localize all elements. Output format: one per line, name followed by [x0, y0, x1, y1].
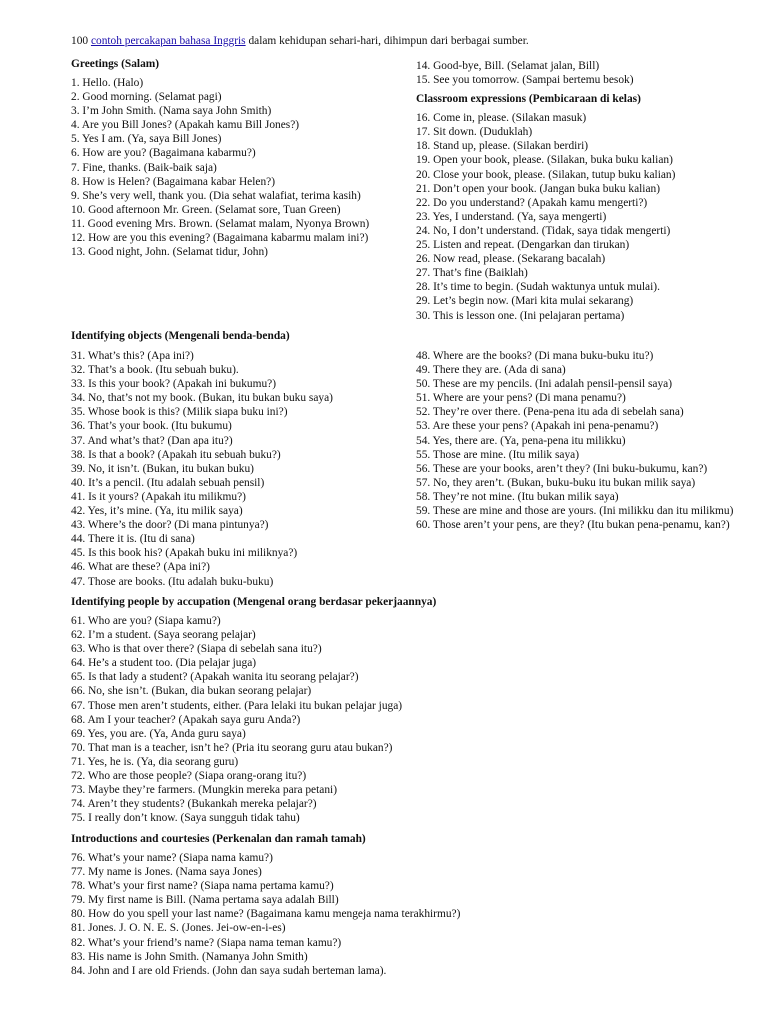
list-item: 63. Who is that over there? (Siapa di sebelah sana itu?): [71, 643, 322, 656]
list-item: 52. They’re over there. (Pena-pena itu ada di sebelah sana): [416, 406, 684, 419]
intro-line: [71, 34, 529, 48]
list-item: 71. Yes, he is. (Ya, dia seorang guru): [71, 755, 239, 768]
list-item: 83. His name is John Smith. (Namanya John Smith): [71, 950, 308, 963]
people-list: [71, 614, 751, 825]
objects-right-column: [416, 349, 746, 532]
list-item: 55. Those are mine. (Itu milik saya): [416, 448, 580, 461]
list-item: 11. Good evening Mrs. Brown. (Selamat malam, Nyonya Brown): [71, 217, 370, 230]
list-item: 75. I really don’t know. (Saya sungguh tidak tahu): [71, 812, 300, 825]
list-item: 60. Those aren’t your pens, are they? (Itu bukan pena-penamu, kan?): [416, 519, 730, 532]
list-item: 34. No, that’s not my book. (Bukan, itu bukan buku saya): [71, 392, 333, 405]
list-item: 76. What’s your name? (Siapa nama kamu?): [71, 852, 273, 864]
list-item: 19. Open your book, please. (Silakan, buka buku kalian): [416, 154, 673, 167]
list-item: 14. Good-bye, Bill. (Selamat jalan, Bill): [416, 60, 600, 72]
list-item: 25. Listen and repeat. (Dengarkan dan tirukan): [416, 239, 630, 252]
list-item: 72. Who are those people? (Siapa orang-orang itu?): [71, 770, 307, 783]
objects-list-left: [71, 349, 411, 589]
list-item: 79. My first name is Bill. (Nama pertama saya adalah Bill): [71, 894, 339, 907]
list-item: 28. It’s time to begin. (Sudah waktunya untuk mulai).: [416, 281, 660, 294]
objects-left-column: [71, 349, 411, 589]
list-item: 70. That man is a teacher, isn’t he? (Pria itu seorang guru atau bukan?): [71, 741, 393, 754]
list-item: 74. Aren’t they students? (Bukankah mereka pelajar?): [71, 798, 317, 811]
objects-heading: Identifying objects (Mengenali benda-benda): [71, 330, 290, 342]
list-item: 36. That’s your book. (Itu bukumu): [71, 420, 232, 433]
list-item: 16. Come in, please. (Silakan masuk): [416, 112, 587, 125]
list-item: 50. These are my pencils. (Ini adalah pensil-pensil saya): [416, 378, 672, 391]
list-item: 5. Yes I am. (Ya, saya Bill Jones): [71, 133, 222, 146]
list-item: 4. Are you Bill Jones? (Apakah kamu Bill Jones?): [71, 119, 300, 132]
introductions-section: [71, 832, 751, 978]
list-item: 64. He’s a student too. (Dia pelajar juga): [71, 657, 257, 670]
list-item: 45. Is this book his? (Apakah buku ini miliknya?): [71, 547, 298, 560]
list-item: 29. Let’s begin now. (Mari kita mulai sekarang): [416, 295, 634, 308]
list-item: 84. John and I are old Friends. (John dan saya sudah berteman lama).: [71, 964, 387, 977]
list-item: 69. Yes, you are. (Ya, Anda guru saya): [71, 727, 246, 740]
list-item: 18. Stand up, please. (Silakan berdiri): [416, 140, 589, 153]
list-item: 12. How are you this evening? (Bagaimana kabarmu malam ini?): [71, 232, 369, 245]
list-item: 7. Fine, thanks. (Baik-baik saja): [71, 161, 217, 174]
list-item: 6. How are you? (Bagaimana kabarmu?): [71, 147, 256, 160]
list-item: 54. Yes, there are. (Ya, pena-pena itu milikku): [416, 434, 626, 447]
list-item: 17. Sit down. (Duduklah): [416, 126, 533, 139]
classroom-list: [416, 111, 736, 322]
list-item: 82. What’s your friend’s name? (Siapa nama teman kamu?): [71, 936, 342, 949]
list-item: 20. Close your book, please. (Silakan, tutup buku kalian): [416, 168, 676, 181]
list-item: 3. I’m John Smith. (Nama saya John Smith): [71, 105, 272, 118]
list-item: 81. Jones. J. O. N. E. S. (Jones. Jei-ow-en-i-es): [71, 922, 286, 935]
greetings-list: [71, 76, 371, 259]
list-item: 53. Are these your pens? (Apakah ini pena-penamu?): [416, 420, 659, 433]
list-item: 44. There it is. (Itu di sana): [71, 533, 195, 546]
greetings-heading: Greetings (Salam): [71, 58, 160, 70]
list-item: 62. I’m a student. (Saya seorang pelajar): [71, 629, 256, 642]
list-item: 23. Yes, I understand. (Ya, saya mengerti): [416, 210, 607, 223]
list-item: 40. It’s a pencil. (Itu adalah sebuah pensil): [71, 476, 265, 489]
greetings-continued-column: [416, 59, 736, 323]
list-item: 13. Good night, John. (Selamat tidur, John): [71, 246, 268, 259]
greetings-column: [71, 57, 371, 259]
list-item: 35. Whose book is this? (Milik siapa buku ini?): [71, 406, 288, 419]
list-item: 46. What are these? (Apa ini?): [71, 561, 210, 574]
introductions-list: [71, 851, 751, 978]
list-item: 38. Is that a book? (Apakah itu sebuah buku?): [71, 448, 281, 461]
list-item: 68. Am I your teacher? (Apakah saya guru Anda?): [71, 713, 301, 726]
list-item: 80. How do you spell your last name? (Bagaimana kamu mengeja nama terakhirmu?): [71, 908, 461, 921]
list-item: 49. There they are. (Ada di sana): [416, 364, 566, 377]
list-item: 27. That’s fine (Baiklah): [416, 267, 528, 280]
list-item: 37. And what’s that? (Dan apa itu?): [71, 434, 233, 447]
greetings-list-continued: [416, 59, 736, 87]
list-item: 30. This is lesson one. (Ini pelajaran pertama): [416, 309, 625, 322]
people-heading: Identifying people by accupation (Mengenal orang berdasar pekerjaannya): [71, 596, 437, 608]
intro-prefix: 100: [71, 35, 91, 47]
list-item: 8. How is Helen? (Bagaimana kabar Helen?): [71, 175, 275, 188]
list-item: 77. My name is Jones. (Nama saya Jones): [71, 866, 262, 879]
intro-suffix: dalam kehidupan sehari-hari, dihimpun dari berbagai sumber.: [245, 35, 529, 47]
list-item: 31. What’s this? (Apa ini?): [71, 350, 194, 362]
list-item: 51. Where are your pens? (Di mana penamu?): [416, 392, 626, 405]
list-item: 58. They’re not mine. (Itu bukan milik saya): [416, 490, 619, 503]
list-item: 39. No, it isn’t. (Bukan, itu bukan buku): [71, 462, 254, 475]
list-item: 47. Those are books. (Itu adalah buku-buku): [71, 575, 274, 588]
list-item: 59. These are mine and those are yours. (Ini milikku dan itu milikmu): [416, 505, 734, 518]
list-item: 48. Where are the books? (Di mana buku-buku itu?): [416, 350, 654, 362]
list-item: 32. That’s a book. (Itu sebuah buku).: [71, 364, 239, 377]
list-item: 57. No, they aren’t. (Bukan, buku-buku itu bukan milik saya): [416, 476, 696, 489]
list-item: 41. Is it yours? (Apakah itu milikmu?): [71, 490, 246, 503]
list-item: 42. Yes, it’s mine. (Ya, itu milik saya): [71, 505, 243, 518]
intro-link[interactable]: contoh percakapan bahasa Inggris: [90, 35, 246, 47]
list-item: 22. Do you understand? (Apakah kamu mengerti?): [416, 196, 648, 209]
list-item: 67. Those men aren’t students, either. (Para lelaki itu bukan pelajar juga): [71, 699, 403, 712]
list-item: 43. Where’s the door? (Di mana pintunya?): [71, 519, 269, 532]
list-item: 66. No, she isn’t. (Bukan, dia bukan seorang pelajar): [71, 685, 312, 698]
introductions-heading: Introductions and courtesies (Perkenalan dan ramah tamah): [71, 833, 366, 845]
list-item: 56. These are your books, aren’t they? (Ini buku-bukumu, kan?): [416, 462, 708, 475]
list-item: 24. No, I don’t understand. (Tidak, saya tidak mengerti): [416, 224, 671, 237]
objects-list-right: [416, 349, 746, 532]
people-section: [71, 595, 751, 825]
list-item: 15. See you tomorrow. (Sampai bertemu besok): [416, 74, 634, 87]
list-item: 9. She’s very well, thank you. (Dia sehat walafiat, terima kasih): [71, 189, 361, 202]
list-item: 73. Maybe they’re farmers. (Mungkin mereka para petani): [71, 784, 337, 797]
classroom-heading: Classroom expressions (Pembicaraan di kelas): [416, 93, 641, 106]
list-item: 26. Now read, please. (Sekarang bacalah): [416, 253, 606, 266]
list-item: 65. Is that lady a student? (Apakah wanita itu seorang pelajar?): [71, 671, 359, 684]
list-item: 10. Good afternoon Mr. Green. (Selamat sore, Tuan Green): [71, 203, 341, 216]
list-item: 61. Who are you? (Siapa kamu?): [71, 615, 221, 627]
list-item: 2. Good morning. (Selamat pagi): [71, 91, 222, 104]
list-item: 78. What’s your first name? (Siapa nama pertama kamu?): [71, 880, 334, 893]
list-item: 21. Don’t open your book. (Jangan buka buku kalian): [416, 182, 661, 195]
list-item: 33. Is this your book? (Apakah ini bukumu?): [71, 378, 276, 391]
list-item: 1. Hello. (Halo): [71, 77, 144, 89]
